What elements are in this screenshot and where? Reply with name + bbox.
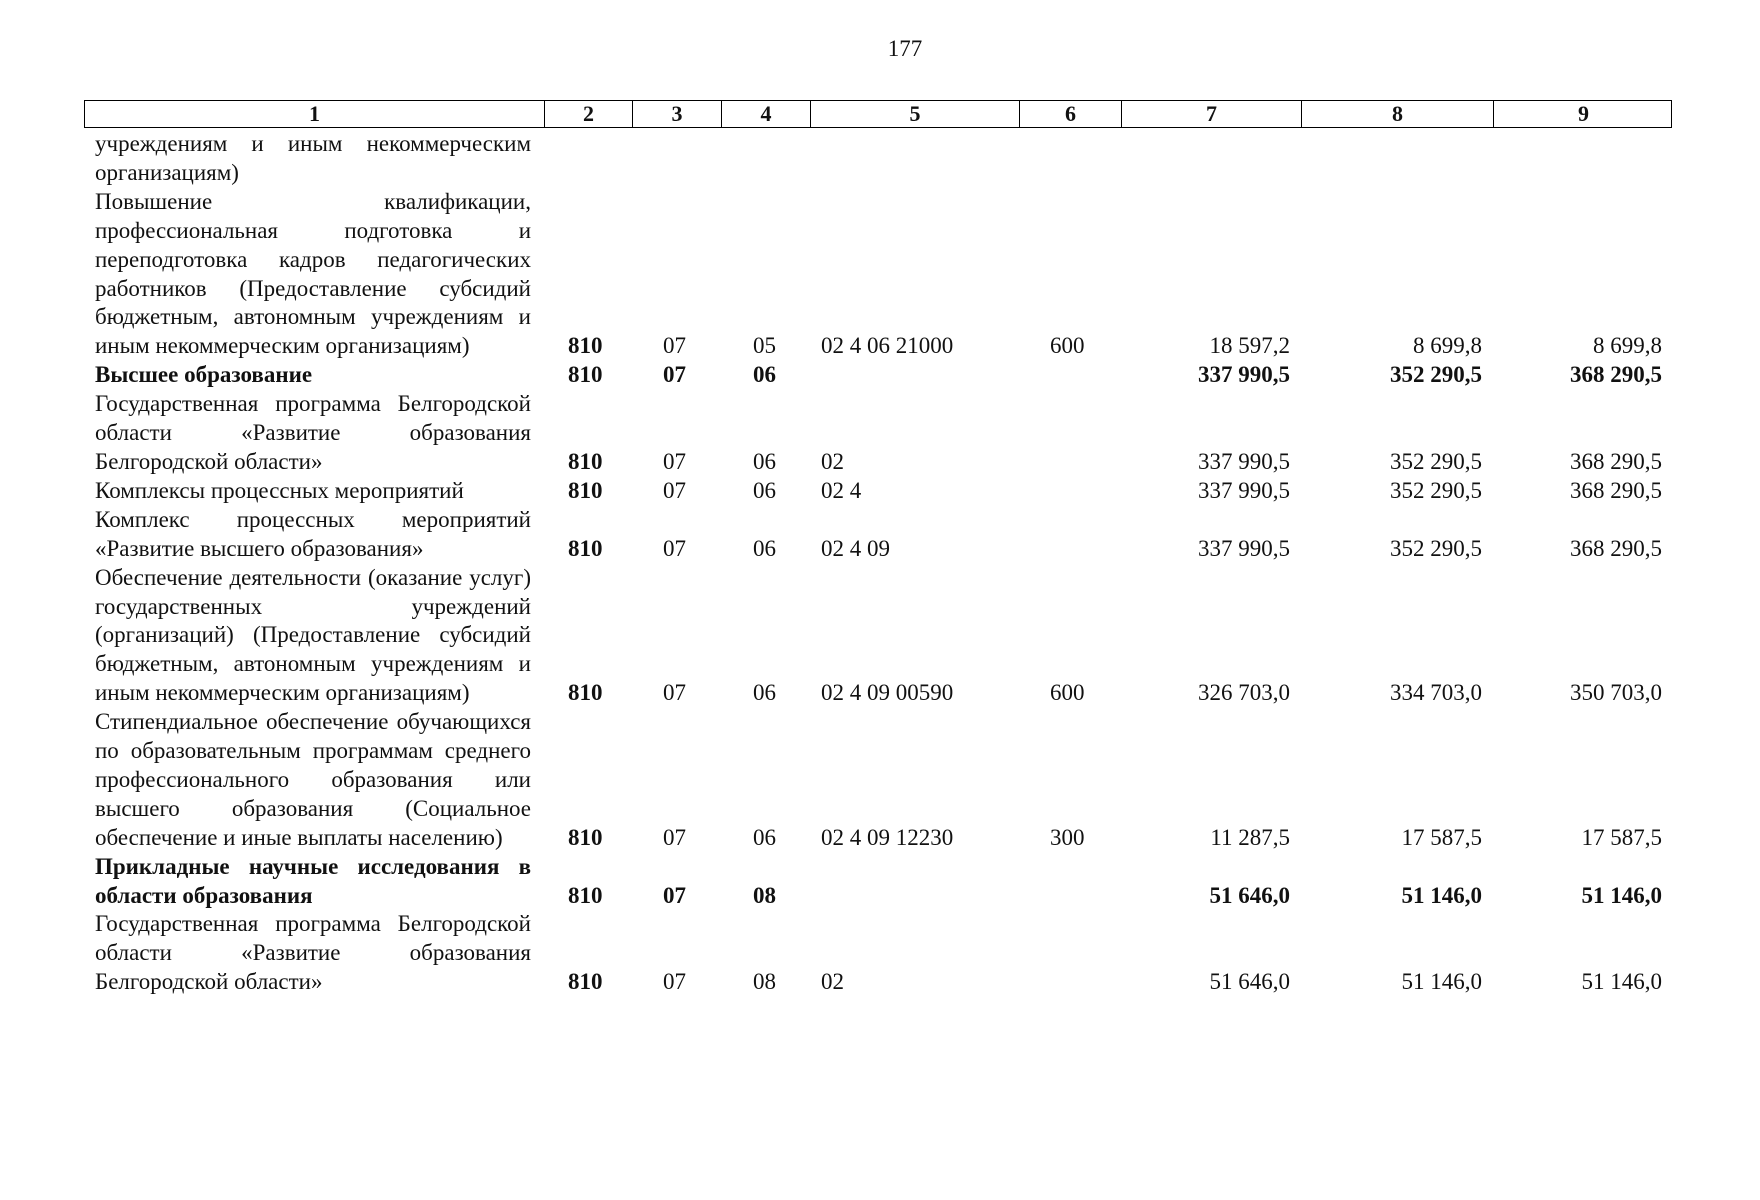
header-col-8: 8 bbox=[1301, 101, 1493, 127]
row-col-8: 334 703,0 bbox=[1390, 680, 1482, 706]
row-col-2: 810 bbox=[568, 535, 603, 561]
table-row bbox=[0, 130, 1760, 188]
header-col-7: 7 bbox=[1121, 101, 1301, 127]
row-name: Стипендиальное обеспечение обучающихся по образовательным программам среднего профессионального образования или высшего образования (Социальное обеспечение и иные выплаты населению) bbox=[95, 709, 531, 850]
row-col-9: 368 290,5 bbox=[1570, 477, 1662, 503]
row-col-4: 08 bbox=[753, 969, 776, 995]
row-col-5: 02 4 06 21000 bbox=[821, 333, 954, 359]
row-col-3: 07 bbox=[663, 477, 686, 503]
row-col-4: 05 bbox=[753, 333, 776, 359]
row-col-4: 06 bbox=[753, 362, 776, 388]
row-col-2: 810 bbox=[568, 448, 603, 474]
row-col-3: 07 bbox=[663, 535, 686, 561]
row-name: Прикладные научные исследования в области образования bbox=[95, 853, 531, 908]
table-row bbox=[0, 910, 1760, 997]
row-col-2: 810 bbox=[568, 882, 603, 908]
page-number: 177 bbox=[887, 36, 923, 61]
row-col-3: 07 bbox=[663, 882, 686, 908]
row-col-8: 352 290,5 bbox=[1390, 535, 1482, 561]
header-col-9: 9 bbox=[1493, 101, 1673, 127]
table-row bbox=[0, 477, 1760, 506]
row-col-3: 07 bbox=[663, 680, 686, 706]
table-row bbox=[0, 361, 1760, 390]
row-col-5: 02 4 09 12230 bbox=[821, 824, 954, 850]
row-col-3: 07 bbox=[663, 969, 686, 995]
table-row bbox=[0, 506, 1760, 564]
row-col-3: 07 bbox=[663, 448, 686, 474]
row-col-7: 51 646,0 bbox=[1209, 969, 1290, 995]
table-header bbox=[84, 100, 1672, 128]
row-col-9: 368 290,5 bbox=[1570, 448, 1662, 474]
row-col-2: 810 bbox=[568, 362, 603, 388]
row-col-5: 02 bbox=[821, 969, 844, 995]
header-col-2: 2 bbox=[544, 101, 632, 127]
row-col-9: 51 146,0 bbox=[1581, 969, 1662, 995]
row-col-8: 51 146,0 bbox=[1401, 882, 1482, 908]
row-col-5: 02 4 bbox=[821, 477, 862, 503]
row-col-7: 337 990,5 bbox=[1198, 535, 1290, 561]
header-col-5: 5 bbox=[810, 101, 1019, 127]
row-col-7: 18 597,2 bbox=[1209, 333, 1290, 359]
row-col-8: 8 699,8 bbox=[1413, 333, 1482, 359]
header-col-4: 4 bbox=[721, 101, 810, 127]
row-col-6: 600 bbox=[1050, 680, 1085, 706]
row-col-7: 11 287,5 bbox=[1210, 824, 1290, 850]
row-name: Повышение квалификации, профессиональная подготовка и переподготовка кадров педагогических работников (Предоставление субсидий бюджетным, автономным учреждениям и иным некоммерческим организациям) bbox=[95, 188, 531, 359]
row-col-7: 51 646,0 bbox=[1209, 882, 1290, 908]
row-col-4: 06 bbox=[753, 477, 776, 503]
row-name: Государственная программа Белгородской области «Развитие образования Белгородской области» bbox=[95, 911, 531, 995]
row-col-7: 326 703,0 bbox=[1198, 680, 1290, 706]
row-col-9: 350 703,0 bbox=[1570, 680, 1662, 706]
table-row bbox=[0, 708, 1760, 853]
table-body bbox=[0, 130, 1760, 997]
row-col-4: 06 bbox=[753, 680, 776, 706]
row-name: Высшее образование bbox=[95, 362, 313, 388]
row-col-6: 600 bbox=[1050, 333, 1085, 359]
row-col-9: 368 290,5 bbox=[1570, 362, 1662, 388]
row-col-5: 02 bbox=[821, 448, 844, 474]
row-col-2: 810 bbox=[568, 333, 603, 359]
row-col-2: 810 bbox=[568, 824, 603, 850]
row-name: учреждениям и иным некоммерческим организациям) bbox=[95, 131, 531, 185]
row-col-9: 17 587,5 bbox=[1581, 824, 1662, 850]
row-col-7: 337 990,5 bbox=[1198, 448, 1290, 474]
table-row bbox=[0, 853, 1760, 911]
row-col-2: 810 bbox=[568, 477, 603, 503]
row-col-9: 51 146,0 bbox=[1581, 882, 1662, 908]
row-col-3: 07 bbox=[663, 333, 686, 359]
row-col-5: 02 4 09 00590 bbox=[821, 680, 954, 706]
row-col-9: 8 699,8 bbox=[1593, 333, 1662, 359]
row-col-2: 810 bbox=[568, 680, 603, 706]
row-name: Комплексы процессных мероприятий bbox=[95, 477, 464, 503]
row-col-8: 352 290,5 bbox=[1390, 477, 1482, 503]
row-col-4: 06 bbox=[753, 448, 776, 474]
row-col-8: 352 290,5 bbox=[1390, 362, 1482, 388]
table-row bbox=[0, 390, 1760, 477]
row-col-8: 17 587,5 bbox=[1401, 824, 1482, 850]
table-row bbox=[0, 188, 1760, 361]
table-row bbox=[0, 564, 1760, 709]
row-col-3: 07 bbox=[663, 824, 686, 850]
row-col-4: 08 bbox=[753, 882, 776, 908]
row-col-6: 300 bbox=[1050, 824, 1085, 850]
row-name: Государственная программа Белгородской области «Развитие образования Белгородской области» bbox=[95, 391, 531, 474]
row-col-4: 06 bbox=[753, 824, 776, 850]
row-col-8: 352 290,5 bbox=[1390, 448, 1482, 474]
row-col-9: 368 290,5 bbox=[1570, 535, 1662, 561]
row-name: Обеспечение деятельности (оказание услуг) государственных учреждений (организаций) (Предоставление субсидий бюджетным, автономным учреждениям и иным некоммерческим организациям) bbox=[95, 564, 531, 706]
row-col-5: 02 4 09 bbox=[821, 535, 890, 561]
row-col-3: 07 bbox=[663, 362, 686, 388]
row-col-4: 06 bbox=[753, 535, 776, 561]
header-col-6: 6 bbox=[1019, 101, 1121, 127]
row-col-7: 337 990,5 bbox=[1198, 477, 1290, 503]
header-col-3: 3 bbox=[632, 101, 721, 127]
row-col-7: 337 990,5 bbox=[1198, 362, 1290, 388]
row-name: Комплекс процессных мероприятий «Развитие высшего образования» bbox=[95, 506, 531, 561]
header-col-1: 1 bbox=[309, 101, 320, 126]
row-col-2: 810 bbox=[568, 969, 603, 995]
row-col-8: 51 146,0 bbox=[1401, 969, 1482, 995]
